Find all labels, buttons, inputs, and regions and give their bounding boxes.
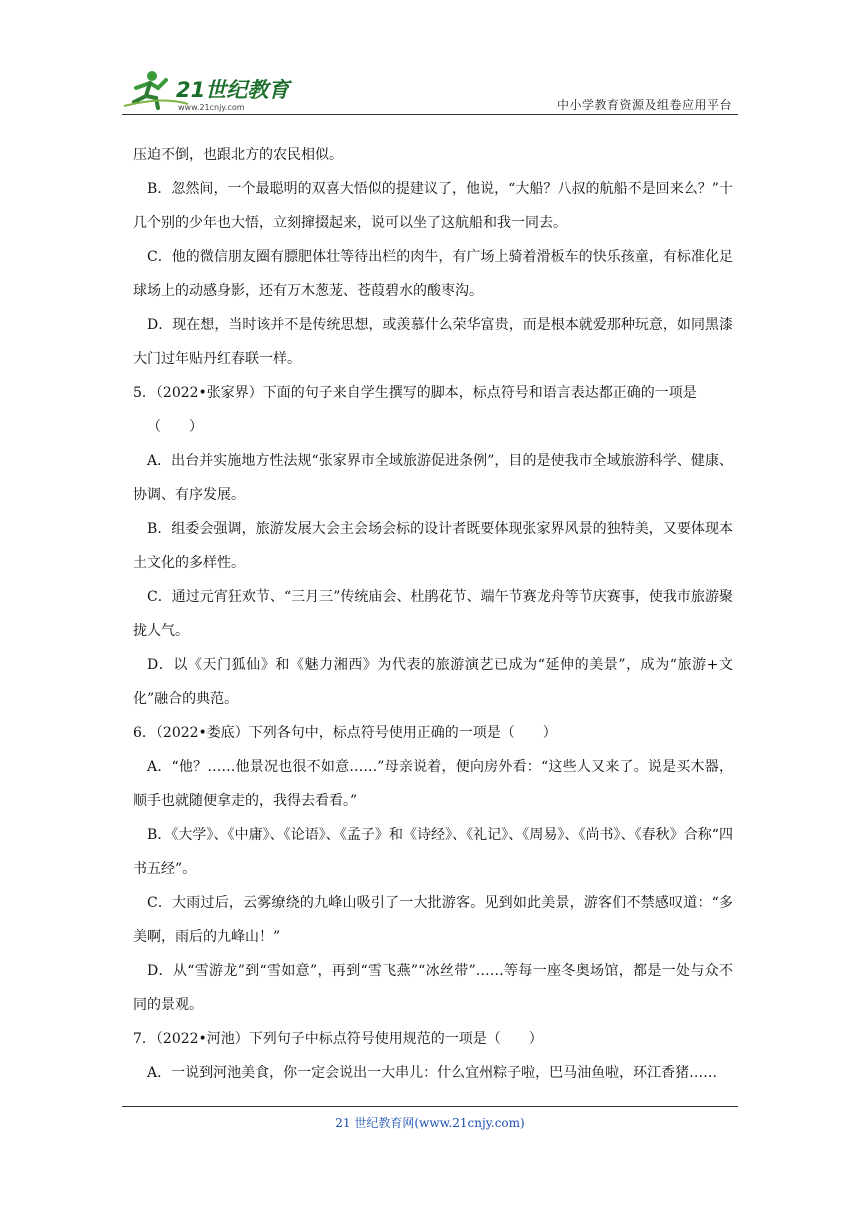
question-7: 7．（2022•河池）下列句子中标点符号使用规范的一项是（ ） (133, 1031, 543, 1047)
option-d: D．从“雪游龙”到“雪如意”，再到“雪飞燕”“冰丝带”……等每一座冬奥场馆，都是一处与众不同的景观。 (133, 963, 733, 1013)
option-c: C．他的微信朋友圈有膘肥体壮等待出栏的肉牛，有广场上骑着滑板车的快乐孩童，有标准化足球场上的动感身影，还有万木葱茏、苍葭碧水的酸枣沟。 (133, 249, 733, 299)
option-d: D．现在想，当时该并不是传统思想，或羡慕什么荣华富贵，而是根本就爱那种玩意，如同黑漆大门过年贴丹红春联一样。 (133, 317, 733, 367)
svg-text:www.21cnjy.com: www.21cnjy.com (178, 103, 245, 112)
footer-divider (122, 1106, 738, 1107)
option-d: D．以《天门狐仙》和《魅力湘西》为代表的旅游演艺已成为“延伸的美景”，成为“旅游+文化”融合的典范。 (133, 657, 733, 707)
platform-label: 中小学教育资源及组卷应用平台 (556, 98, 732, 112)
option-b: B．忽然间，一个最聪明的双喜大悟似的提建议了，他说，“大船？八叔的航船不是回来么？”十几个别的少年也大悟，立刻撺掇起来，说可以坐了这航船和我一同去。 (133, 181, 733, 231)
answer-bracket: （ ） (147, 419, 203, 435)
logo (122, 66, 292, 114)
option-b: B．《大学》、《中庸》、《论语》、《孟子》和《诗经》、《礼记》、《周易》、《尚书》、《春秋》合称“四书五经”。 (133, 827, 733, 877)
option-c: C．大雨过后，云雾缭绕的九峰山吸引了一大批游客。见到如此美景，游客们不禁感叹道：“多美啊，雨后的九峰山！” (133, 895, 733, 945)
page-header (122, 62, 738, 114)
runner-logo-icon (122, 66, 292, 114)
svg-text:21世纪教育: 21世纪教育 (176, 78, 290, 102)
question-5: 5．（2022•张家界）下面的句子来自学生撰写的脚本，标点符号和语言表达都正确的一项是 (133, 385, 697, 401)
question-6: 6．（2022•娄底）下列各句中，标点符号使用正确的一项是（ ） (133, 725, 557, 741)
option-c: C．通过元宵狂欢节、“三月三”传统庙会、杜鹃花节、端午节赛龙舟等节庆赛事，使我市旅游聚拢人气。 (133, 589, 733, 639)
footer-text: 21 世纪教育网(www.21cnjy.com) (335, 1116, 525, 1130)
document-body (133, 138, 733, 1090)
paragraph: 压迫不倒，也跟北方的农民相似。 (133, 147, 343, 163)
header-divider (122, 114, 738, 115)
option-a: A．一说到河池美食，你一定会说出一大串儿：什么宜州粽子啦，巴马油鱼啦，环江香猪…… (147, 1065, 718, 1081)
option-b: B．组委会强调，旅游发展大会主会场会标的设计者既要体现张家界风景的独特美，又要体现本土文化的多样性。 (133, 521, 733, 571)
option-a: A．出台并实施地方性法规“张家界市全域旅游促进条例”，目的是使我市全域旅游科学、健康、协调、有序发展。 (133, 453, 733, 503)
option-a: A．“他？……他景况也很不如意……”母亲说着，便向房外看：“这些人又来了。说是买木器，顺手也就随便拿走的，我得去看看。” (133, 759, 733, 809)
